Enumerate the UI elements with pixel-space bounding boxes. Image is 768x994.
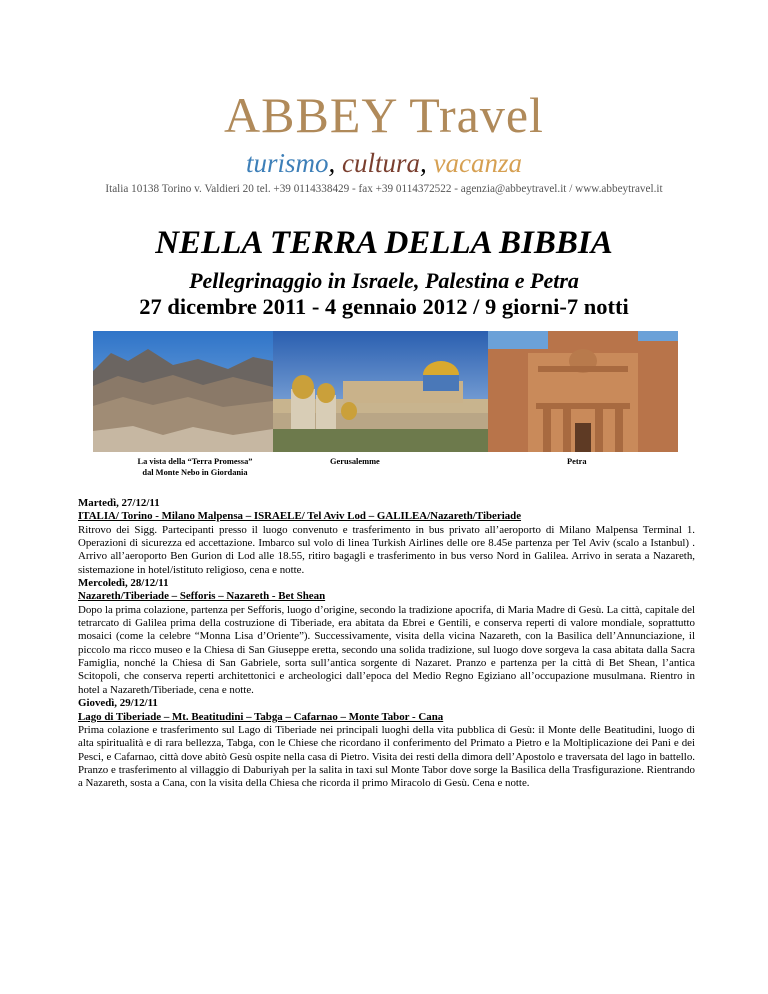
photo-monte-nebo xyxy=(93,331,273,452)
day-date: Mercoledì, 28/12/11 xyxy=(78,577,169,590)
day-route: ITALIA/ Torino - Milano Malpensa – ISRAELE/ Tel Aviv Lod – GALILEA/Nazareth/Tiberiade xyxy=(78,510,522,523)
day-date: Martedì, 27/12/11 xyxy=(78,497,160,509)
itinerary xyxy=(78,497,695,791)
agency-contact-line: Italia 10138 Torino v. Valdieri 20 tel. +39 0114338429 - fax +39 0114372522 - agenzia@abbeytravel.it / www.abbeytravel.it xyxy=(105,183,663,195)
day-date: Giovedì, 29/12/11 xyxy=(78,697,158,710)
photo-caption-gerusalemme: Gerusalemme xyxy=(330,457,380,466)
tagline-cultura: cultura xyxy=(342,148,421,178)
caption-line: La vista della “Terra Promessa” xyxy=(137,457,253,466)
day-route: Lago di Tiberiade – Mt. Beatitudini – Tabga – Cafarnao – Monte Tabor - Cana xyxy=(78,710,444,723)
agency-tagline xyxy=(0,148,768,179)
trip-dates: 27 dicembre 2011 - 4 gennaio 2012 / 9 giorni-7 notti xyxy=(139,294,629,319)
day-description: Prima colazione e trasferimento sul Lago di Tiberiade nei principali luoghi della vita pubblica di Gesù: il Monte delle Beatitudini, luogo di alta spiritualità e di rara bellezza, Tabga, con le Chiese che ricordano il conferimento del Primato a Pietro e la Moltiplicazione dei Pani e dei Pesci, e Cafarnao, città dove abitò Gesù ospite nella casa di Pietro. Visita dei resti della dimora dell’Apostolo e traversata del lago in battello. Pranzo e trasferimento al villaggio di Daburiyah per la salita in taxi sul Monte Tabor dove sorge la Basilica della Trasfigurazione. Rientrando a Nazareth, sosta a Cana, con la visita della Chiesa che ricorda il primo Miracolo di Gesù. Cena e notte. xyxy=(78,723,695,790)
itinerary-day xyxy=(78,577,695,697)
day-route: Nazareth/Tiberiade – Sefforis – Nazareth - Bet Shean xyxy=(78,590,326,603)
photo-caption-monte-nebo xyxy=(110,456,280,478)
day-description: Ritrovo dei Sigg. Partecipanti presso il luogo convenuto e trasferimento in bus privato all’aeroporto di Milano Malpensa Terminal 1. Operazioni di sicurezza ed accettazione. Imbarco sul volo di linea Turkish Airlines delle ore 8.45e partenza per Tel Aviv (scalo a Istanbul) . Arrivo all’aeroporto Ben Gurion di Lod alle 18.55, ritiro bagagli e trasferimento in bus verso Nord in Galilea. Arrivo in serata a Nazareth, sistemazione in hotel/istituto religioso, cena e notte. xyxy=(78,523,695,576)
itinerary-day xyxy=(78,497,695,577)
document-title: NELLA TERRA DELLA BIBBIA xyxy=(155,225,613,261)
caption-line: dal Monte Nebo in Giordania xyxy=(142,468,248,477)
document-subtitle: Pellegrinaggio in Israele, Palestina e Petra xyxy=(189,268,579,293)
tagline-separator: , xyxy=(328,148,343,178)
itinerary-day xyxy=(78,697,695,790)
tagline-turismo: turismo xyxy=(245,148,329,178)
tagline-separator: , xyxy=(420,148,434,178)
tagline-vacanza: vacanza xyxy=(433,148,522,178)
photo-gerusalemme xyxy=(273,331,488,452)
photo-caption-petra: Petra xyxy=(567,457,587,466)
agency-brand: ABBEY Travel xyxy=(224,87,544,143)
photo-petra xyxy=(488,331,678,452)
day-description: Dopo la prima colazione, partenza per Sefforis, luogo d’origine, secondo la tradizione apocrifa, di Maria Madre di Gesù. La città, capitale del tetrarcato di Galilea prima della costruzione di Tiberiade, era abitata da Ebrei e Gentili, e conserva reperti di valore mondiale, soprattutto mosaici (come la celebre “Monna Lisa d’Oriente”). Successivamente, visita della vicina Nazareth, con la Basilica dell’Annunciazione, il piccolo ma ricco museo e la Chiesa di San Giuseppe eretta, secondo una solida tradizione, sul luogo dove sorgeva la casa abitata dalla Sacra Famiglia, nonché la Chiesa di San Gabriele, sorta sull’antica sorgente di Nazaret. Pranzo e partenza per la città di Bet Shean, l’antica Scitopoli, che conserva reperti architettonici e archeologici dall’epoca del Medio Regno Egiziano all’occupazione musulmana. Rientro in hotel a Nazareth/Tiberiade, cena e notte. xyxy=(78,603,695,696)
